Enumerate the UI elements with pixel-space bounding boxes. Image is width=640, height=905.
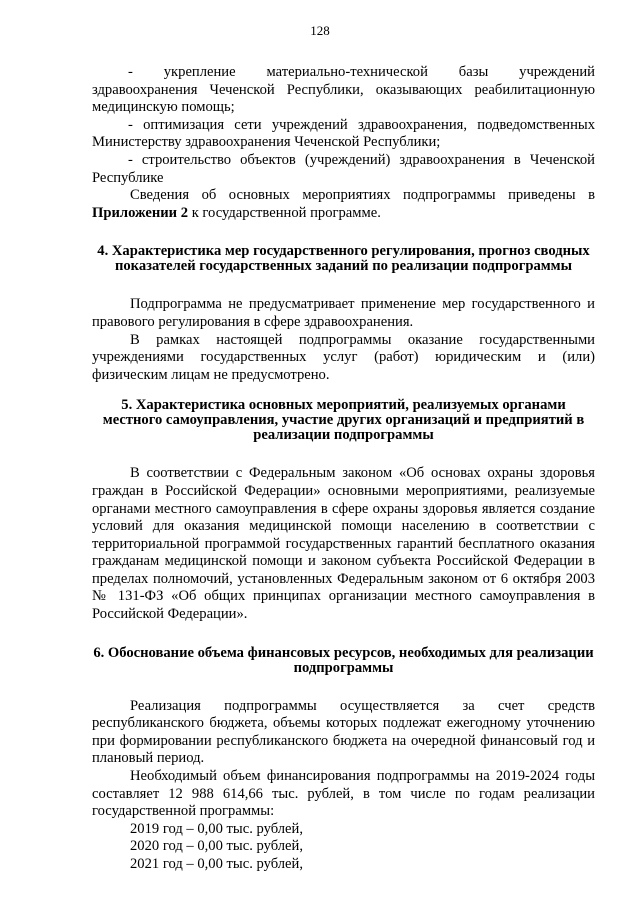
section-5-heading: 5. Характеристика основных мероприятий, реализуемых органами местного самоуправления, участие других организаций и предприятий в реализации подпрограммы (102, 397, 585, 444)
section-4-paragraph: В рамках настоящей подпрограммы оказание государственными учреждениями государственных услуг (работ) юридическим и (или) физическим лицам не предусмотрено. (92, 331, 595, 383)
document-body (92, 64, 595, 874)
intro-bullet: - оптимизация сети учреждений здравоохранения, подведомственных Министерству здравоохранения Чеченской Республики; (92, 116, 595, 151)
intro-note-after: к государственной программе. (188, 204, 381, 221)
section-4-paragraph: Подпрограмма не предусматривает применение мер государственного и правового регулирования в сфере здравоохранения. (92, 296, 595, 330)
intro-note-appendix-ref: Приложении 2 (92, 204, 189, 221)
funding-year-line: 2021 год – 0,00 тыс. рублей, (130, 856, 303, 872)
section-4-heading: 4. Характеристика мер государственного регулирования, прогноз сводных показателей государственных заданий по реализации подпрограммы (97, 243, 590, 275)
funding-year-line: 2020 год – 0,00 тыс. рублей, (130, 838, 303, 855)
section-6-heading: 6. Обоснование объема финансовых ресурсов, необходимых для реализации подпрограммы (93, 644, 594, 676)
intro-bullet: - строительство объектов (учреждений) здравоохранения в Чеченской Республике (92, 151, 595, 186)
intro-note-before: Сведения об основных мероприятиях подпрограммы приведены в (130, 187, 595, 204)
section-5-paragraph: В соответствии с Федеральным законом «Об основах охраны здоровья граждан в Российской Федерации» основными мероприятиями, реализуемые органами местного самоуправления в сфере охраны здоровья является создание условий для оказания медицинской помощи населению в соответствии с территориальной программой государственных гарантий бесплатного оказания гражданам медицинской помощи и законом субъекта Российской Федерации в пределах полномочий, установленных Федеральным законом от 6 октября 2003 № 131-ФЗ «Об общих принципах организации местного самоуправления в Российской Федерации». (92, 465, 595, 623)
funding-year-line: 2019 год – 0,00 тыс. рублей, (130, 820, 303, 837)
section-6-paragraph: Необходимый объем финансирования подпрограммы на 2019-2024 годы составляет 12 988 614,66 тыс. рублей, в том числе по годам реализации государственной программы: (92, 768, 595, 820)
page-number: 128 (310, 23, 330, 38)
intro-note (92, 187, 595, 222)
intro-bullet: - укрепление материально-технической базы учреждений здравоохранения Чеченской Республики, оказывающих реабилитационную медицинскую помощь; (92, 64, 595, 116)
section-6-paragraph: Реализация подпрограммы осуществляется за счет средств республиканского бюджета, объемы которых подлежат ежегодному уточнению при формировании республиканского бюджета на очередной финансовый год и плановый период. (92, 697, 595, 767)
